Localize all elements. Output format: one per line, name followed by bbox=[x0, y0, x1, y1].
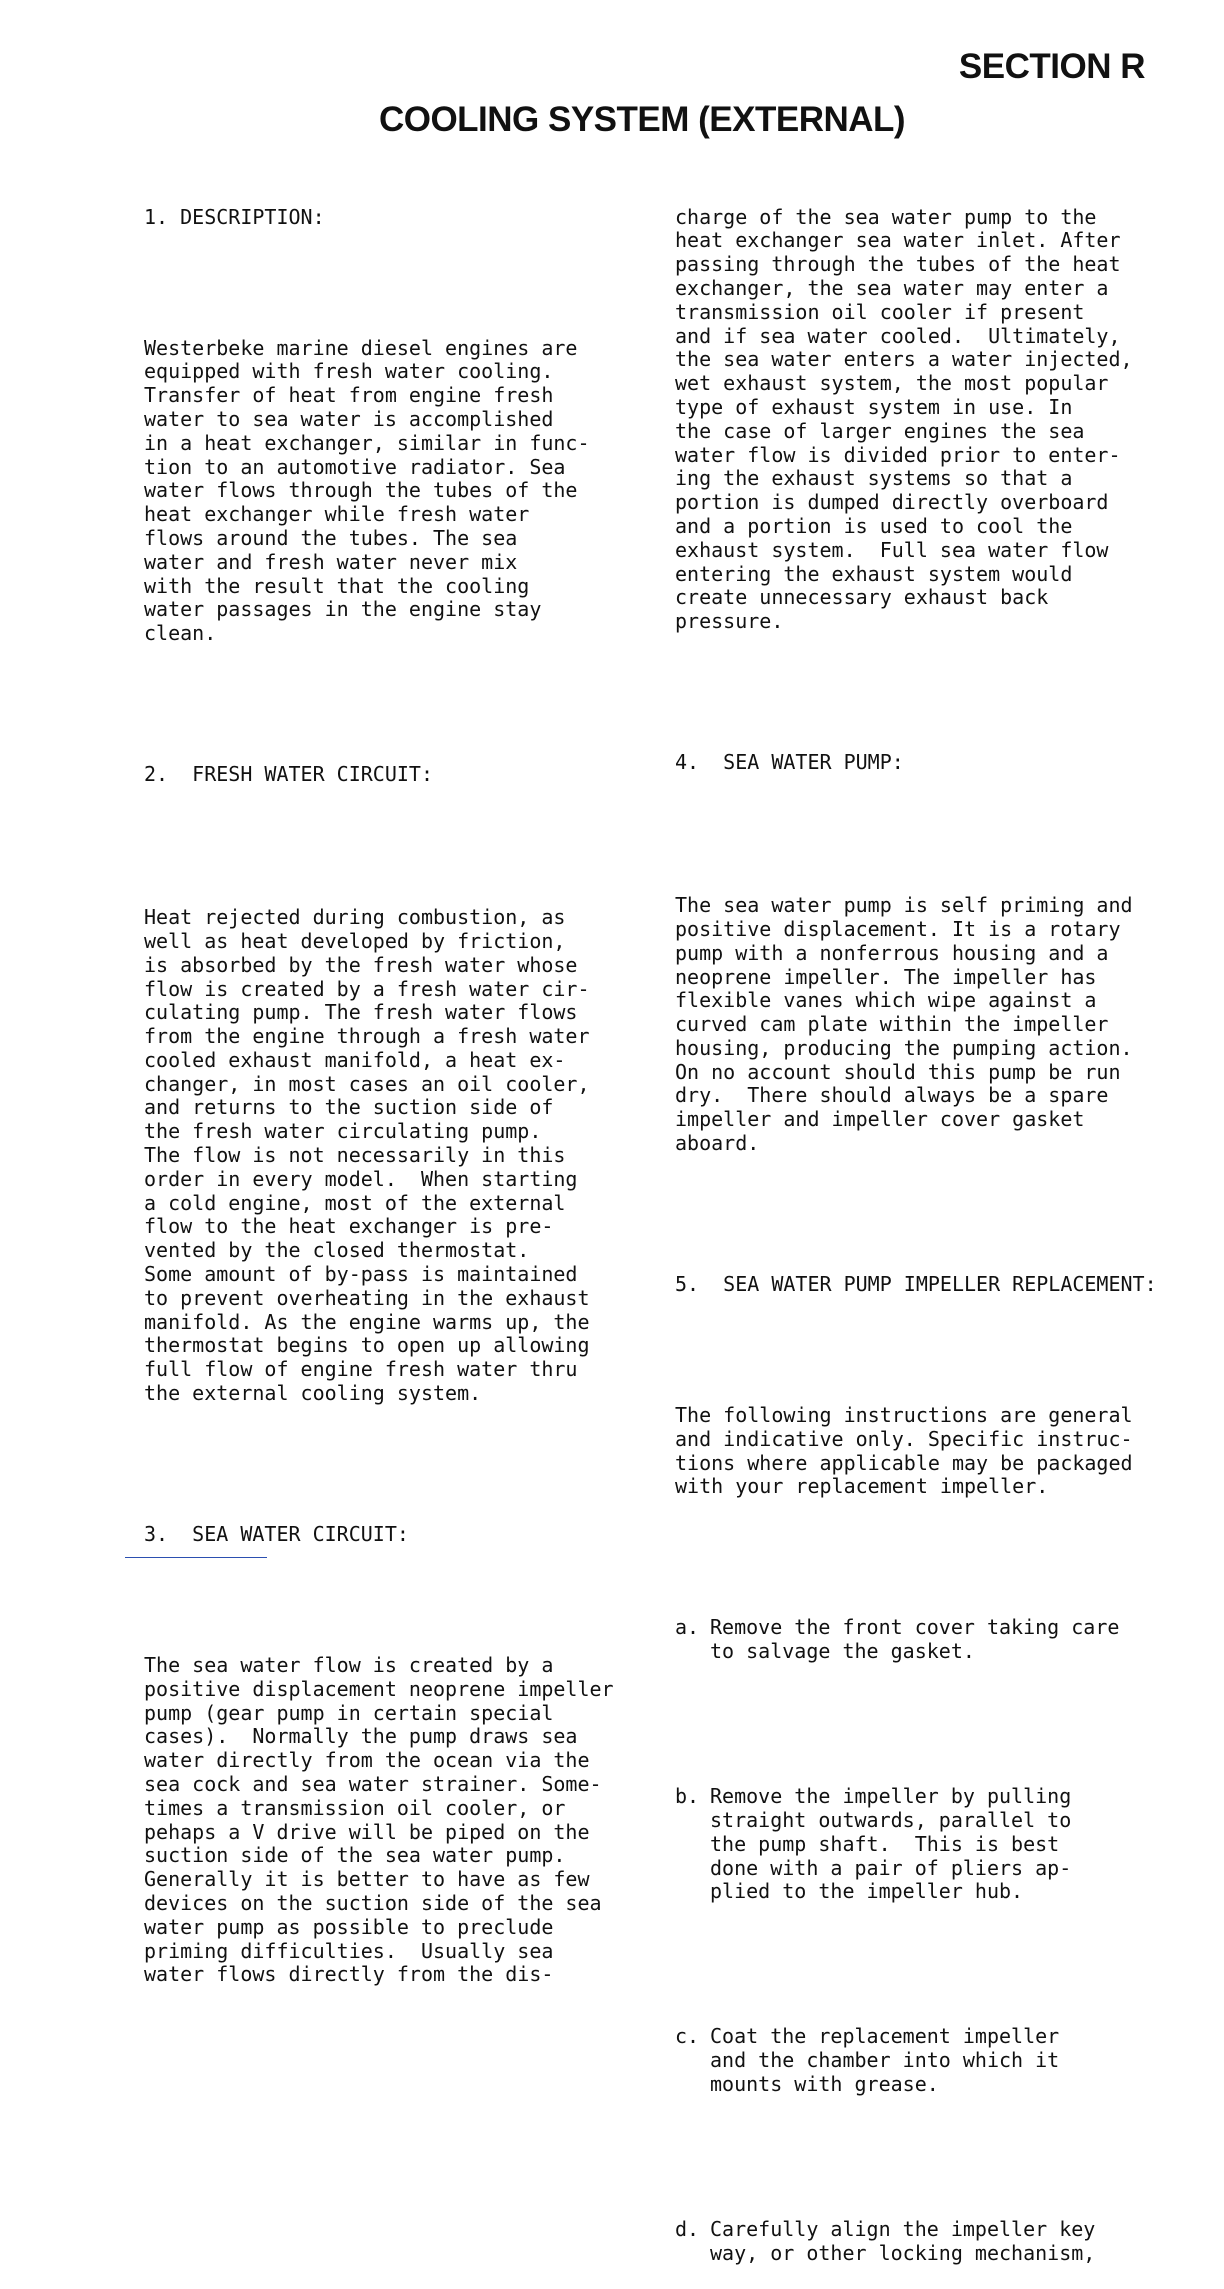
fresh-water-heading: 2. FRESH WATER CIRCUIT: bbox=[144, 762, 433, 787]
sea-water-continued-body: charge of the sea water pump to the heat exchanger sea water inlet. After passing through the tubes of the heat exchanger, the sea water may enter a transmission oil cooler if present and if sea water cooled. Ultimately, the sea water enters a water injected, wet exhaust system, the most popular type of exhaust system in use. In the case of larger engines the sea water flow is divided prior to enter- ing the exhaust systems so that a portion is dumped directly overboard and a portion is used to cool the exhaust system. Full sea water flow entering the exhaust system would create unnecessary exhaust back pressure. bbox=[675, 204, 1133, 634]
sea-water-heading: 3. SEA WATER CIRCUIT: bbox=[144, 1522, 409, 1547]
step-text: Remove the impeller by pulling straight outwards, parallel to the pump shaft. This is best done with a pair of pliers ap- plied to the impeller hub. bbox=[710, 1784, 1072, 1904]
footer-rule bbox=[125, 1557, 267, 1558]
sea-water-pump-body: The sea water pump is self priming and positive displacement. It is a rotary pump with a nonferrous housing and a neoprene impeller. The impeller has flexible vanes which wipe against a curved cam plate within the impeller housing, producing the pumping action. On no account should this pump be run dry. There should always be a spare impeller and impeller cover gasket aboard. bbox=[675, 893, 1133, 1156]
step-a bbox=[675, 1616, 1165, 1664]
section-label: SECTION R bbox=[958, 47, 1145, 86]
fresh-water-body: Heat rejected during combustion, as well as heat developed by friction, is absorbed by the fresh water whose flow is created by a fresh water cir- culating pump. The fresh water flows from the engine through a fresh water cooled exhaust manifold, a heat ex- changer, in most cases an oil cooler, and returns to the suction side of the fresh water circulating pump. The flow is not necessarily in this order in every model. When starting a cold engine, most of the external flow to the heat exchanger is pre- vented by the closed thermostat. Some amount of by-pass is maintained to prevent overheating in the exhaust manifold. As the engine warms up, the thermostat begins to open up allowing full flow of engine fresh water thru the external cooling system. bbox=[144, 905, 590, 1406]
step-b bbox=[675, 1785, 1165, 1904]
step-marker: c. bbox=[675, 2024, 700, 2049]
left-column bbox=[144, 158, 614, 2011]
step-d bbox=[675, 2218, 1165, 2266]
description-body: Westerbeke marine diesel engines are equipped with fresh water cooling. Transfer of heat from engine fresh water to sea water is accomplished in a heat exchanger, similar in func- tion to an automotive radiator. Sea water flows through the tubes of the heat exchanger while fresh water flows around the tubes. The sea water and fresh water never mix with the result that the cooling water passages in the engine stay clean. bbox=[144, 335, 590, 646]
right-column bbox=[675, 158, 1165, 2289]
description-heading: 1. DESCRIPTION: bbox=[144, 204, 325, 229]
sea-water-body: The sea water flow is created by a positive displacement neoprene impeller pump (gear pump in certain special cases). Normally the pump draws sea water directly from the ocean via the sea cock and sea water strainer. Some- times a transmission oil cooler, or pehaps a V drive will be piped on the suction side of the sea water pump. Generally it is better to have as few devices on the suction side of the sea water pump as possible to preclude priming difficulties. Usually sea water flows directly from the dis- bbox=[144, 1653, 614, 1987]
impeller-replacement-intro: The following instructions are general and indicative only. Specific instruc- tions where applicable may be packaged with your replacement impeller. bbox=[675, 1403, 1133, 1499]
sea-water-pump-heading: 4. SEA WATER PUMP: bbox=[675, 750, 904, 775]
page-title: COOLING SYSTEM (EXTERNAL) bbox=[378, 100, 906, 139]
step-marker: a. bbox=[675, 1615, 700, 1640]
step-text: Coat the replacement impeller and the chamber into which it mounts with grease. bbox=[710, 2024, 1060, 2096]
step-marker: b. bbox=[675, 1784, 700, 1809]
step-c bbox=[675, 2025, 1165, 2096]
step-marker: d. bbox=[675, 2216, 700, 2241]
step-text: Carefully align the impeller key way, or other locking mechanism, bbox=[710, 2216, 1096, 2265]
step-text: Remove the front cover taking care to salvage the gasket. bbox=[710, 1615, 1120, 1664]
impeller-replacement-heading: 5. SEA WATER PUMP IMPELLER REPLACEMENT: bbox=[675, 1272, 1157, 1297]
